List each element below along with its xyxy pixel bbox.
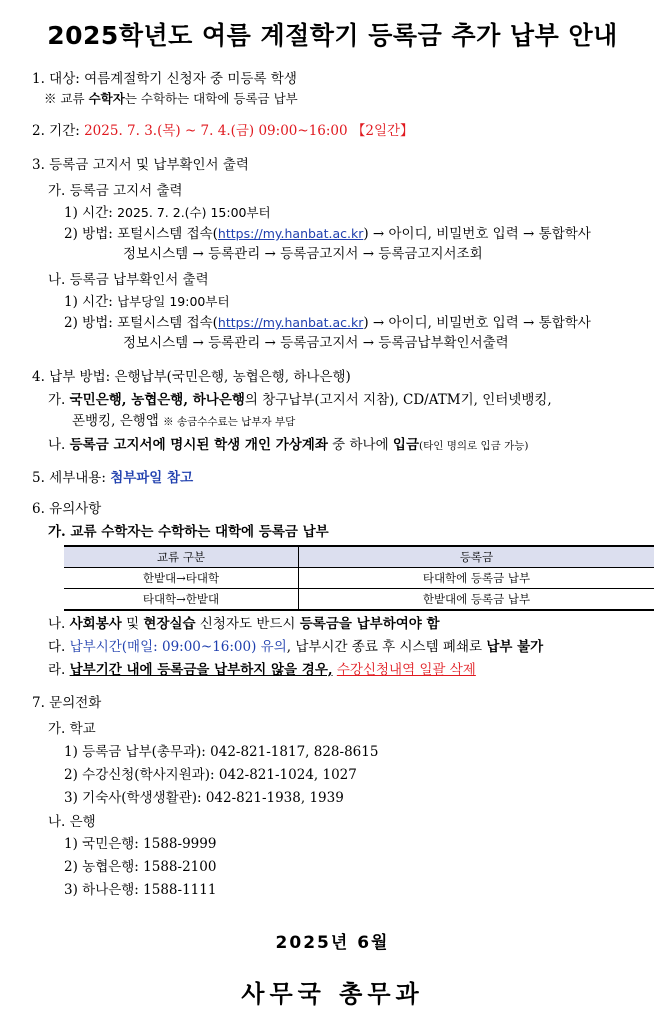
payment-unavailable: 납부 불가: [486, 639, 544, 655]
method-label: 2) 방법: 포털시스템 접속(: [64, 315, 218, 331]
issue-date: 2025년 6월: [275, 933, 390, 953]
time-value: 2025. 7. 2.(수) 15:00부터: [117, 205, 271, 220]
section-3a-heading: 가. 등록금 고지서 출력: [48, 183, 183, 199]
item-mid: 중 하나에: [327, 437, 393, 453]
issuing-office: 사무국 총무과: [241, 980, 424, 1008]
note-bold: 수학자: [88, 91, 125, 106]
section-1-target: 1. 대상: 여름계절학기 신청자 중 미등록 학생: [32, 71, 297, 87]
section-6a: 가. 교류 수학자는 수학하는 대학에 등록금 납부: [48, 524, 329, 540]
document-title: 2025학년도 여름 계절학기 등록금 추가 납부 안내: [47, 21, 618, 50]
method-label: 2) 방법: 포털시스템 접속(: [64, 226, 218, 242]
section-5-details: [32, 469, 193, 487]
section-3a-method-line2: 정보시스템 → 등록관리 → 등록금고지서 → 등록금고지서조회: [123, 246, 483, 262]
section-1-note: [44, 90, 298, 108]
period-value: 2025. 7. 3.(목) ~ 7. 4.(금) 09:00~16:00 【2일간】: [84, 123, 414, 139]
details-label: 5. 세부내용:: [32, 470, 111, 486]
virtual-account: 등록금 고지서에 명시된 학생 개인 가상계좌: [69, 437, 328, 453]
item-mid: 및: [121, 616, 144, 632]
payment-channels-2: 폰뱅킹, 은행앱: [72, 413, 159, 429]
item-prefix: 라.: [48, 662, 70, 678]
bank-names: 국민은행, 농협은행, 하나은행: [69, 392, 245, 408]
table-cell: 타대학→한밭대: [64, 589, 299, 611]
method-rest: ) → 아이디, 비밀번호 입력 → 통합학사: [363, 315, 591, 331]
section-3a-time: [64, 204, 271, 222]
item-rest: , 납부시간 종료 후 시스템 폐쇄로: [286, 639, 487, 655]
table-cell: 한밭대→타대학: [64, 568, 299, 589]
exchange-fee-table: [64, 545, 654, 611]
payment-hours: 납부시간(매일: 09:00~16:00) 유의: [69, 639, 287, 655]
contact-item: 1) 등록금 납부(총무과): 042-821-1817, 828-8615: [64, 744, 379, 760]
portal-link[interactable]: https://my.hanbat.ac.kr: [217, 315, 364, 330]
section-6c: [48, 638, 543, 656]
table-row: [64, 589, 654, 611]
section-3b-heading: 나. 등록금 납부확인서 출력: [48, 272, 209, 288]
contact-item: 2) 농협은행: 1588-2100: [64, 859, 217, 875]
deletion-warning: 수강신청내역 일괄 삭제: [336, 662, 476, 678]
section-4b: [48, 436, 529, 455]
deposit-note: (타인 명의로 입금 가능): [419, 440, 529, 452]
fee-note: ※ 송금수수료는 납부자 부담: [163, 416, 296, 428]
section-6d: [48, 661, 476, 679]
time-label: 1) 시간:: [64, 205, 118, 221]
contact-item: 1) 국민은행: 1588-9999: [64, 836, 217, 852]
contact-item: 3) 하나은행: 1588-1111: [64, 882, 217, 898]
note-prefix: ※ 교류: [44, 91, 89, 106]
section-3b-method-line2: 정보시스템 → 등록관리 → 등록금고지서 → 등록금납부확인서출력: [123, 335, 509, 351]
section-7-heading: 7. 문의전화: [32, 695, 102, 711]
payment-channels: 의 창구납부(고지서 지참), CD/ATM기, 인터넷뱅킹,: [244, 392, 552, 408]
section-7a-heading: 가. 학교: [48, 721, 96, 737]
section-3a-method: [64, 225, 591, 243]
section-6-heading: 6. 유의사항: [32, 501, 102, 517]
portal-link[interactable]: https://my.hanbat.ac.kr: [217, 226, 364, 241]
section-3b-time: [64, 293, 230, 311]
item-prefix: 가.: [48, 392, 70, 408]
section-3b-method: [64, 314, 591, 332]
period-label: 2. 기간:: [32, 123, 85, 139]
attachment-reference: 첨부파일 참고: [110, 470, 194, 486]
section-6b: [48, 615, 440, 633]
item-prefix: 나.: [48, 437, 70, 453]
section-3-heading: 3. 등록금 고지서 및 납부확인서 출력: [32, 157, 249, 173]
contact-item: 2) 수강신청(학사지원과): 042-821-1024, 1027: [64, 767, 357, 783]
note-rest: 는 수학하는 대학에 등록금 납부: [124, 91, 298, 106]
item-prefix: 다.: [48, 639, 70, 655]
internship: 현장실습: [143, 616, 196, 632]
deadline-warning: 납부기간 내에 등록금을 납부하지 않을 경우,: [69, 662, 333, 678]
time-label: 1) 시간:: [64, 294, 118, 310]
section-4a: [48, 391, 552, 409]
table-header-cell: 등록금: [299, 546, 655, 568]
deposit: 입금: [392, 437, 420, 453]
method-rest: ) → 아이디, 비밀번호 입력 → 통합학사: [363, 226, 591, 242]
table-cell: 한밭대에 등록금 납부: [299, 589, 655, 611]
item-mid: 신청자도 반드시: [195, 616, 300, 632]
table-header-cell: 교류 구분: [64, 546, 299, 568]
table-row: [64, 568, 654, 589]
section-4a-line2: [72, 412, 295, 431]
contact-item: 3) 기숙사(학생생활관): 042-821-1938, 1939: [64, 790, 344, 806]
volunteer: 사회봉사: [69, 616, 122, 632]
section-2-period: [32, 122, 414, 140]
time-value: 납부당일 19:00부터: [117, 294, 230, 309]
table-cell: 타대학에 등록금 납부: [299, 568, 655, 589]
item-prefix: 나.: [48, 616, 70, 632]
section-4-heading: 4. 납부 방법: 은행납부(국민은행, 농협은행, 하나은행): [32, 369, 351, 385]
section-7b-heading: 나. 은행: [48, 814, 96, 830]
table-header-row: [64, 546, 654, 568]
must-pay: 등록금을 납부하여야 함: [299, 616, 440, 632]
